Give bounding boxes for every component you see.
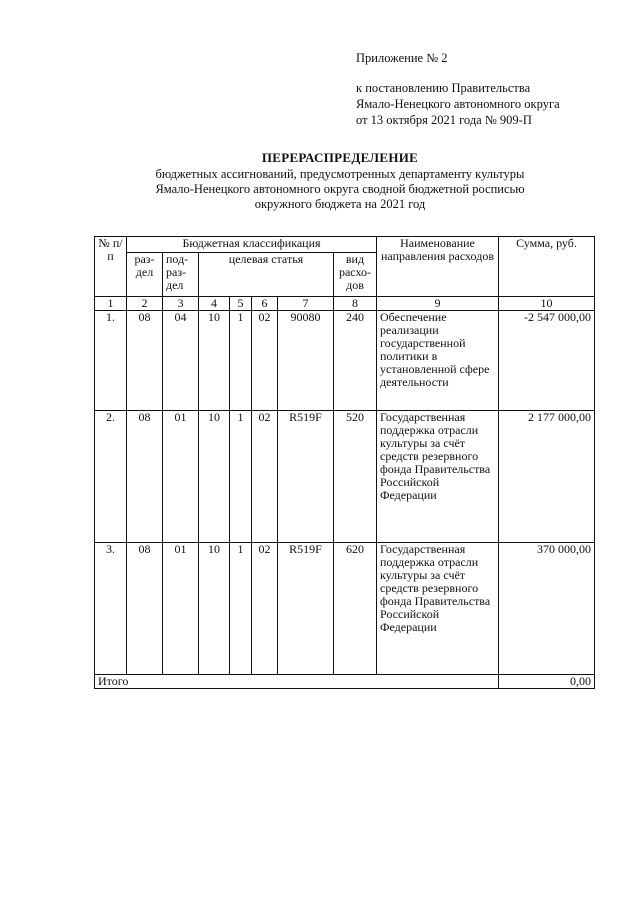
row-vid: 520: [334, 411, 377, 543]
row-target-code: 90080: [278, 311, 334, 411]
row-name: Обеспечение реализации государственной политики в установленной сфере деятельности: [377, 311, 499, 411]
header-vid: вид расхо-дов: [334, 253, 377, 297]
row-vid: 240: [334, 311, 377, 411]
row-num: 1.: [95, 311, 127, 411]
row-razdel: 08: [127, 311, 163, 411]
row-name: Государственная поддержка отрасли культуры за счёт средств резервного фонда Правительства Российской Федерации: [377, 411, 499, 543]
col-number: 4: [199, 297, 230, 311]
row-target-code: R519F: [278, 411, 334, 543]
col-number: 8: [334, 297, 377, 311]
appendix-block: [356, 50, 560, 128]
row-razdel: 08: [127, 543, 163, 675]
row-razdel: 08: [127, 411, 163, 543]
table-row: [95, 311, 595, 411]
table-row: [95, 543, 595, 675]
appendix-decree-line3: от 13 октября 2021 года № 909-П: [356, 113, 532, 127]
row-podrazdel: 04: [163, 311, 199, 411]
header-row-1: [95, 237, 595, 253]
total-row: [95, 675, 595, 689]
header-sum: Сумма, руб.: [499, 237, 595, 297]
header-num: № п/п: [95, 237, 127, 297]
title-line-3: окружного бюджета на 2021 год: [254, 197, 426, 211]
total-label: Итого: [95, 675, 499, 689]
row-target-subprogram: 1: [230, 411, 252, 543]
row-sum: -2 547 000,00: [499, 311, 595, 411]
document-title: [40, 150, 640, 212]
row-target-program: 10: [199, 411, 230, 543]
col-number: 6: [252, 297, 278, 311]
header-razdel: раз-дел: [127, 253, 163, 297]
table-row: [95, 411, 595, 543]
appendix-decree-line2: Ямало-Ненецкого автономного округа: [356, 97, 560, 111]
col-number: 2: [127, 297, 163, 311]
row-podrazdel: 01: [163, 543, 199, 675]
budget-table: [94, 236, 595, 689]
row-podrazdel: 01: [163, 411, 199, 543]
header-target: целевая статья: [199, 253, 334, 297]
title-line-1: бюджетных ассигнований, предусмотренных департаменту культуры: [155, 167, 525, 181]
header-podrazdel: под-раз-дел: [163, 253, 199, 297]
header-classification: Бюджетная классификация: [127, 237, 377, 253]
column-numbers-row: [95, 297, 595, 311]
row-target-program: 10: [199, 543, 230, 675]
row-target-event: 02: [252, 543, 278, 675]
appendix-number: Приложение № 2: [356, 51, 448, 65]
row-target-event: 02: [252, 411, 278, 543]
row-vid: 620: [334, 543, 377, 675]
appendix-decree-line1: к постановлению Правительства: [356, 81, 531, 95]
col-number: 5: [230, 297, 252, 311]
row-target-event: 02: [252, 311, 278, 411]
row-num: 2.: [95, 411, 127, 543]
row-target-program: 10: [199, 311, 230, 411]
row-target-code: R519F: [278, 543, 334, 675]
row-target-subprogram: 1: [230, 311, 252, 411]
row-num: 3.: [95, 543, 127, 675]
total-sum: 0,00: [499, 675, 595, 689]
row-sum: 370 000,00: [499, 543, 595, 675]
col-number: 3: [163, 297, 199, 311]
title-line-2: Ямало-Ненецкого автономного округа сводной бюджетной росписью: [155, 182, 525, 196]
col-number: 9: [377, 297, 499, 311]
header-name: Наименование направления расходов: [377, 237, 499, 297]
col-number: 1: [95, 297, 127, 311]
title-heading: ПЕРЕРАСПРЕДЕЛЕНИЕ: [261, 150, 419, 165]
col-number: 10: [499, 297, 595, 311]
row-name: Государственная поддержка отрасли культуры за счёт средств резервного фонда Правительства Российской Федерации: [377, 543, 499, 675]
row-sum: 2 177 000,00: [499, 411, 595, 543]
row-target-subprogram: 1: [230, 543, 252, 675]
col-number: 7: [278, 297, 334, 311]
